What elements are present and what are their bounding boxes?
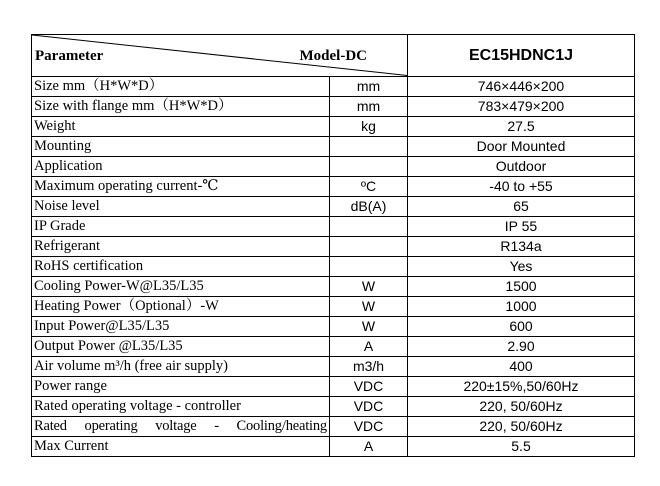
row-value: Yes [408,257,635,277]
table-row [32,217,635,237]
table-row [32,97,635,117]
row-parameter: Heating Power（Optional）-W [32,297,330,317]
table-row [32,297,635,317]
row-parameter-justified: Rated operating voltage - Cooling/heating [34,418,327,434]
row-unit [330,217,408,237]
row-value: Door Mounted [408,137,635,157]
row-unit [330,157,408,177]
row-unit: dB(A) [330,197,408,217]
spec-table [31,34,635,457]
row-value: 220±15%,50/60Hz [408,377,635,397]
row-value: Outdoor [408,157,635,177]
table-row [32,177,635,197]
table-row [32,197,635,217]
row-parameter: Weight [32,117,330,137]
row-unit [330,137,408,157]
row-parameter: Input Power@L35/L35 [32,317,330,337]
header-diagonal-cell [32,35,408,77]
row-value: 783×479×200 [408,97,635,117]
table-row [32,417,635,437]
row-value: 27.5 [408,117,635,137]
row-value: 1000 [408,297,635,317]
table-row [32,337,635,357]
row-parameter: Max Current [32,437,330,457]
row-unit [330,237,408,257]
table-row [32,317,635,337]
row-parameter: Noise level [32,197,330,217]
row-unit: m3/h [330,357,408,377]
row-parameter: Air volume m³/h (free air supply) [32,357,330,377]
row-value: 746×446×200 [408,77,635,97]
row-unit: VDC [330,397,408,417]
row-parameter: Refrigerant [32,237,330,257]
row-value: 220, 50/60Hz [408,397,635,417]
row-parameter: Application [32,157,330,177]
row-unit: mm [330,77,408,97]
table-row [32,357,635,377]
row-unit: VDC [330,377,408,397]
row-parameter: Mounting [32,137,330,157]
table-row [32,137,635,157]
header-parameter-label: Parameter [35,48,104,64]
row-parameter: IP Grade [32,217,330,237]
row-parameter: Output Power @L35/L35 [32,337,330,357]
row-parameter: RoHS certification [32,257,330,277]
header-model-value: EC15HDNC1J [408,35,635,77]
table-row [32,157,635,177]
row-unit: kg [330,117,408,137]
row-parameter: Rated operating voltage - controller [32,397,330,417]
table-row [32,237,635,257]
row-parameter [32,417,330,437]
row-unit: W [330,297,408,317]
row-value: 2.90 [408,337,635,357]
row-value: R134a [408,237,635,257]
row-value: IP 55 [408,217,635,237]
row-value: 1500 [408,277,635,297]
row-unit: A [330,437,408,457]
table-row [32,377,635,397]
row-unit: mm [330,97,408,117]
row-value: 600 [408,317,635,337]
row-unit: VDC [330,417,408,437]
header-model-label: Model-DC [299,48,367,64]
row-parameter: Size with flange mm（H*W*D） [32,97,330,117]
row-value: 400 [408,357,635,377]
row-value: 65 [408,197,635,217]
row-unit: W [330,317,408,337]
row-parameter: Power range [32,377,330,397]
row-unit: A [330,337,408,357]
row-unit: ºC [330,177,408,197]
row-value: 220, 50/60Hz [408,417,635,437]
table-row [32,117,635,137]
table-row [32,257,635,277]
row-unit: W [330,277,408,297]
row-parameter: Maximum operating current-℃ [32,177,330,197]
row-value: 5.5 [408,437,635,457]
spec-table-body [32,35,635,457]
row-parameter: Size mm（H*W*D） [32,77,330,97]
table-row [32,277,635,297]
row-parameter: Cooling Power-W@L35/L35 [32,277,330,297]
table-row [32,437,635,457]
table-row [32,77,635,97]
row-value: -40 to +55 [408,177,635,197]
table-row [32,397,635,417]
row-unit [330,257,408,277]
table-header-row [32,35,635,77]
